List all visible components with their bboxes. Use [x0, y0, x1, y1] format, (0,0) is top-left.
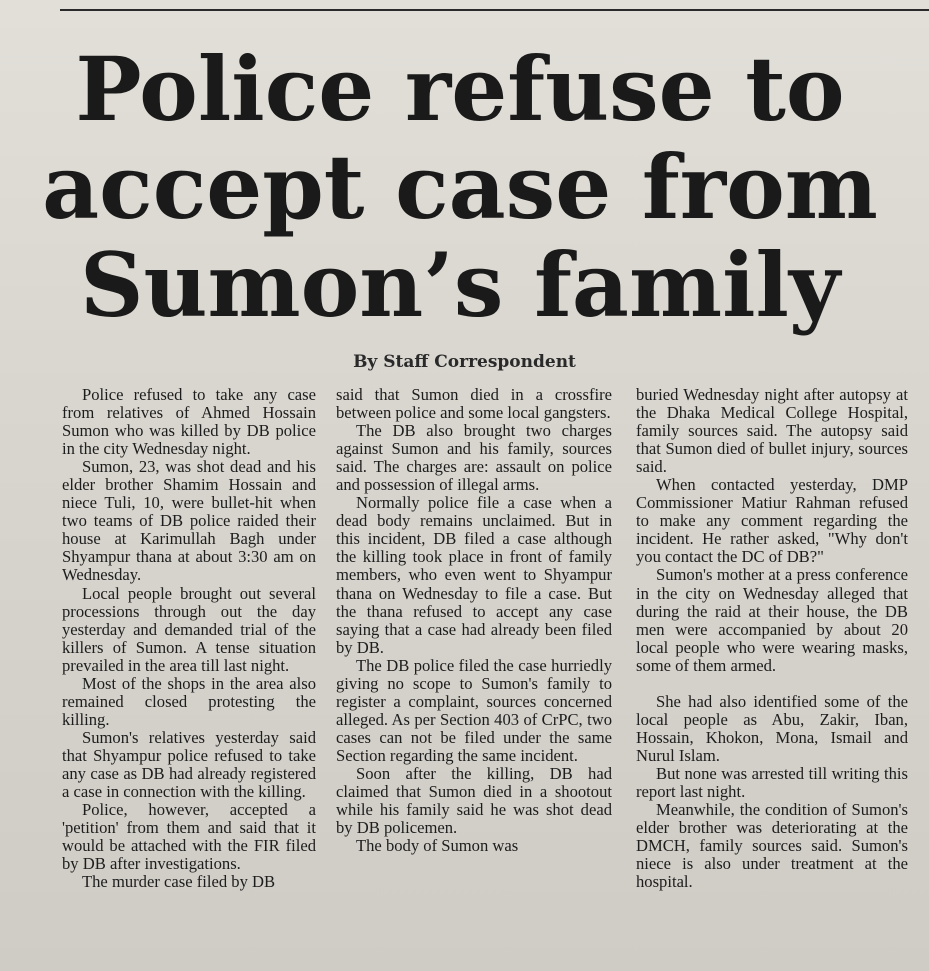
article-column-3: [636, 386, 908, 966]
paragraph: The DB also brought two charges against Sumon and his family, sources said. The charges are: assault on police and possession of illegal arms.: [336, 421, 612, 495]
paragraph: Police refused to take any case from relatives of Ahmed Hossain Sumon who was killed by DB police in the city Wednesday night.: [62, 386, 316, 459]
paragraph: The DB police filed the case hurriedly giving no scope to Sumon's family to register a complaint, sources concerned alleged. As per Section 403 of CrPC, two cases can not be filed under the same Section regarding the same incident.: [336, 655, 612, 765]
paragraph: Sumon, 23, was shot dead and his elder brother Shamim Hossain and niece Tuli, 10, were bullet-hit when two teams of DB police raided their house at Karimullah Bagh under Shyampur thana at about 3:30 am on Wednesday.: [62, 457, 316, 585]
headline: [20, 37, 900, 337]
column-gap: [636, 675, 908, 693]
paragraph: Sumon's mother at a press conference in the city on Wednesday alleged that during the raid at their house, the DB men were accompanied by about 20 local people who were wearing masks, some of them armed.: [636, 565, 908, 675]
headline-line-3: Sumon’s family: [79, 233, 841, 337]
paragraph: Police, however, accepted a 'petition' from them and said that it would be attached with the FIR filed by DB after investigations.: [62, 800, 316, 874]
paragraph: buried Wednesday night after autopsy at the Dhaka Medical College Hospital, family sources said. The autopsy said that Sumon died of bullet injury, sources said.: [636, 386, 908, 477]
headline-line-2: accept case from: [42, 135, 878, 239]
paragraph: The murder case filed by DB: [82, 872, 276, 892]
paragraph: Most of the shops in the area also remained closed protesting the killing.: [62, 673, 316, 729]
article-column-1: [62, 386, 316, 966]
paragraph: Normally police file a case when a dead body remains unclaimed. But in this incident, DB filed a case although the killing took place in front of family members, who even went to Shyampur thana on Wednesday to file a case. But the thana refused to accept any case saying that a case had already been filed by DB.: [336, 493, 612, 657]
article-column-2: [336, 386, 612, 966]
paragraph: Soon after the killing, DB had claimed that Sumon died in a shootout while his family said he was shot dead by DB policemen.: [336, 763, 612, 838]
paragraph: said that Sumon died in a crossfire between police and some local gangsters.: [336, 386, 612, 423]
paragraph: But none was arrested till writing this report last night.: [636, 763, 908, 801]
paragraph: The body of Sumon was: [356, 836, 519, 856]
byline: By Staff Correspondent: [353, 352, 576, 372]
paragraph: Meanwhile, the condition of Sumon's elder brother was deteriorating at the DMCH, family sources said. Sumon's niece is also under treatment at the hospital.: [636, 800, 908, 892]
paragraph: Local people brought out several processions through out the day yesterday and demanded trial of the killers of Sumon. A tense situation prevailed in the area till last night.: [62, 583, 316, 675]
paragraph: When contacted yesterday, DMP Commissioner Matiur Rahman refused to make any comment regarding the incident. He rather asked, "Why don't you contact the DC of DB?": [636, 475, 908, 567]
top-rule: [60, 9, 929, 11]
headline-line-1: Police refuse to: [75, 37, 845, 141]
paragraph: Sumon's relatives yesterday said that Shyampur police refused to take any case as DB had already registered a case in connection with the killing.: [62, 727, 316, 802]
paragraph: She had also identified some of the local people as Abu, Zakir, Iban, Hossain, Khokon, Mona, Ismail and Nurul Islam.: [636, 691, 908, 765]
